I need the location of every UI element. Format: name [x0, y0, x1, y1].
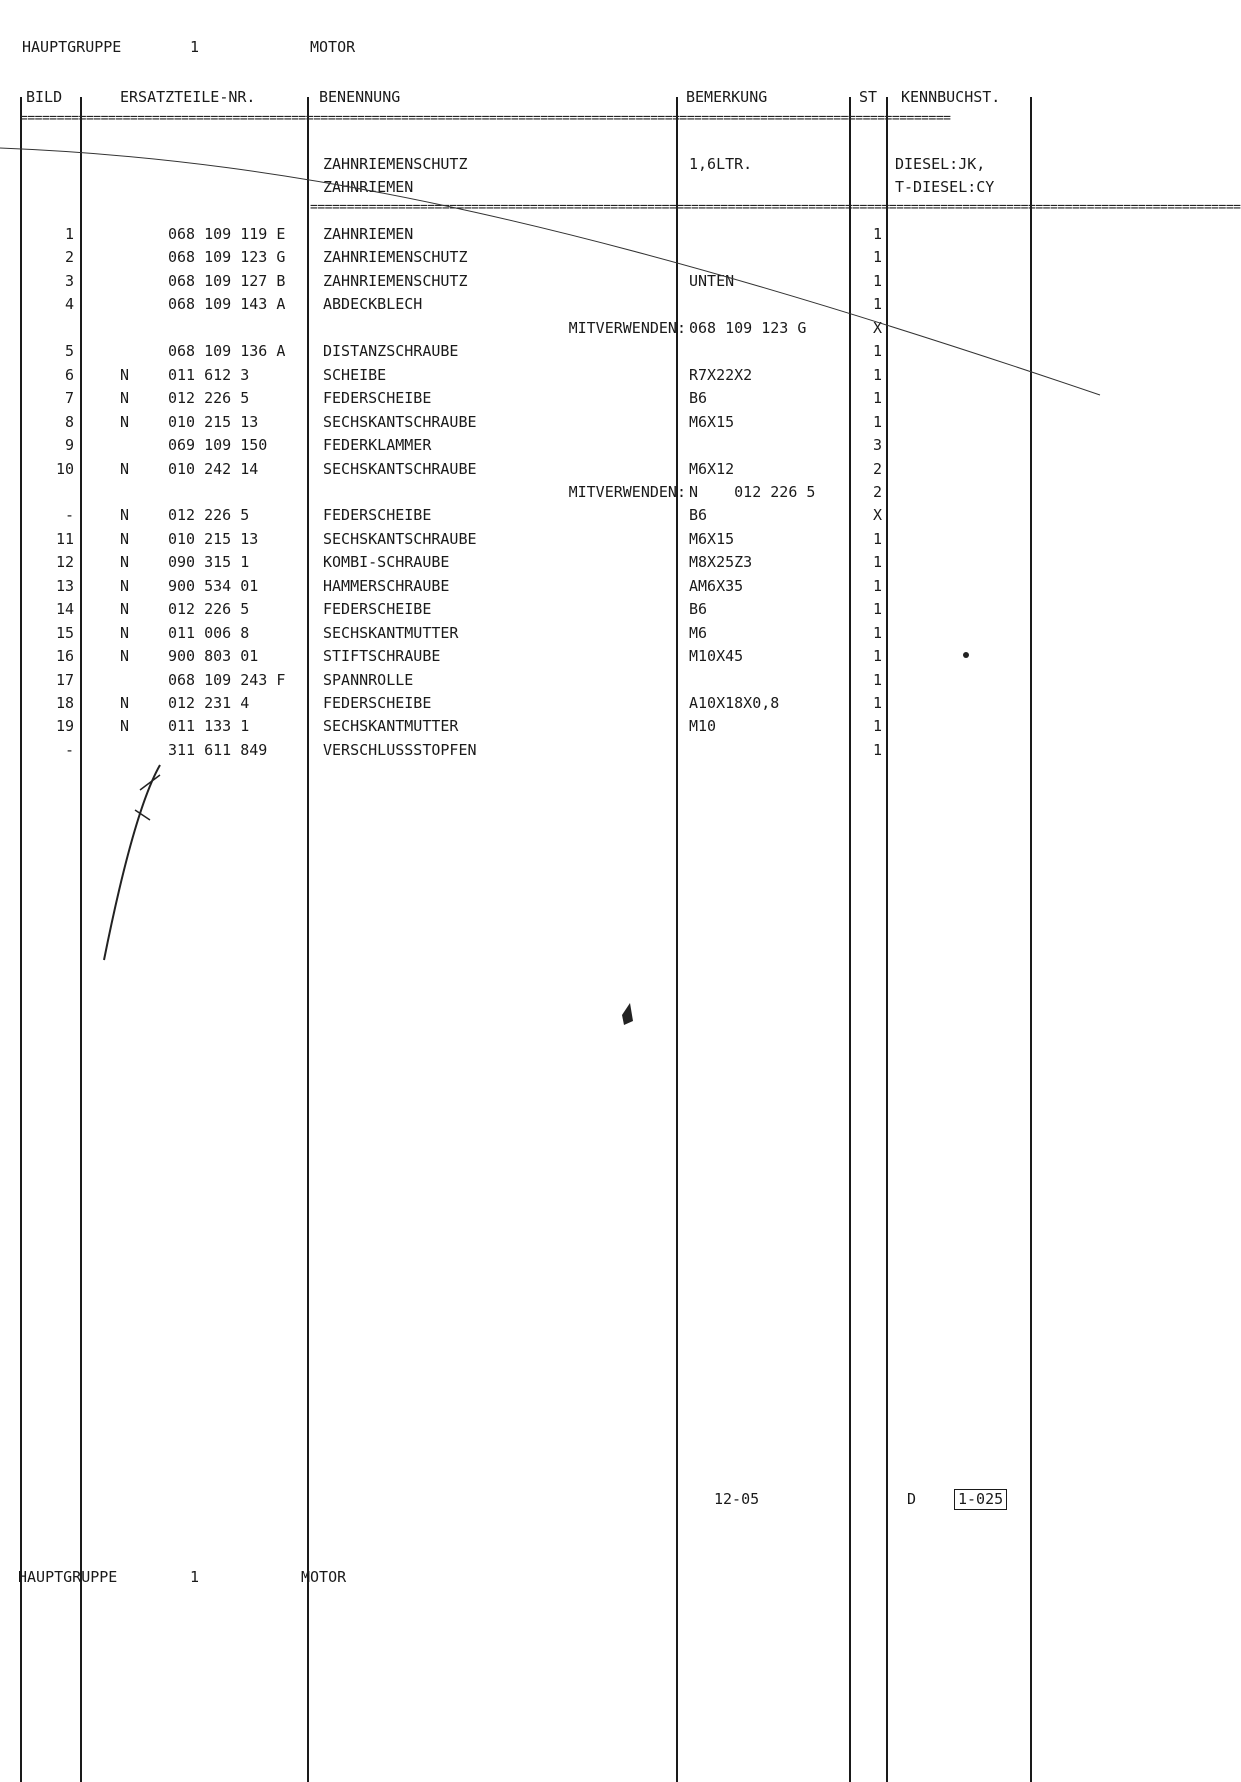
- row-part-no: 068 109 243 F: [168, 670, 286, 689]
- row-remark: N 012 226 5: [689, 482, 816, 501]
- row-name: SECHSKANTMUTTER: [323, 717, 459, 736]
- row-bild: 9: [64, 436, 74, 455]
- row-qty: 1: [873, 389, 883, 408]
- row-name: SECHSKANTMUTTER: [323, 623, 459, 642]
- row-part-no: 011 133 1: [168, 717, 250, 736]
- table-row: [0, 482, 1121, 508]
- section-title-2: ZAHNRIEMEN: [323, 178, 414, 196]
- row-part-no: 012 231 4: [168, 694, 250, 712]
- table-row: [0, 719, 1121, 742]
- row-bild: 18: [55, 694, 74, 712]
- row-n-prefix: N: [120, 389, 130, 408]
- table-row: [0, 696, 1121, 719]
- row-bild: 5: [64, 342, 74, 361]
- col-remark: BEMERKUNG: [686, 88, 768, 106]
- row-n-prefix: N: [120, 694, 130, 712]
- table-row: [0, 529, 1121, 555]
- row-bild: 4: [64, 295, 74, 314]
- row-name: FEDERSCHEIBE: [323, 694, 432, 712]
- row-qty: 1: [873, 342, 883, 361]
- group-name: MOTOR: [310, 38, 356, 56]
- row-part-no: 011 612 3: [168, 365, 250, 384]
- table-row: [0, 297, 1121, 320]
- table-row: [0, 576, 1121, 602]
- row-name: FEDERSCHEIBE: [323, 389, 432, 408]
- row-name: FEDERSCHEIBE: [323, 506, 432, 525]
- row-remark: AM6X35: [689, 576, 744, 595]
- row-bild: -: [64, 506, 74, 525]
- row-remark: M6X12: [689, 459, 735, 478]
- row-bild: 3: [64, 271, 74, 290]
- row-remark: A10X18X0,8: [689, 694, 780, 712]
- row-bild: 1: [64, 225, 74, 243]
- row-bild: 7: [64, 389, 74, 408]
- row-part-no: 069 109 150: [168, 436, 268, 455]
- row-part-no: 068 109 123 G: [168, 248, 286, 267]
- row-name: KOMBI-SCHRAUBE: [323, 553, 450, 572]
- row-part-no: 068 109 143 A: [168, 295, 286, 314]
- row-qty: 1: [873, 717, 883, 736]
- row-name: ZAHNRIEMENSCHUTZ: [323, 271, 468, 290]
- row-bild: 16: [55, 647, 74, 666]
- row-bild: 19: [55, 717, 74, 736]
- footer-page-ref: 1-025: [954, 1489, 1007, 1510]
- bottom-group-name: MOTOR: [301, 1568, 347, 1586]
- row-name: SECHSKANTSCHRAUBE: [323, 412, 477, 431]
- row-n-prefix: N: [120, 623, 130, 642]
- row-qty: 1: [873, 553, 883, 572]
- row-name: VERSCHLUSSSTOPFEN: [323, 740, 477, 759]
- row-bild: 17: [55, 670, 74, 689]
- col-qty: ST: [859, 88, 878, 106]
- bottom-group-number: 1: [190, 1568, 200, 1586]
- row-part-no: 090 315 1: [168, 553, 250, 572]
- row-remark: M6X15: [689, 412, 735, 431]
- row-qty: 1: [873, 600, 883, 619]
- row-part-no: 012 226 5: [168, 600, 250, 619]
- row-n-prefix: N: [120, 365, 130, 384]
- col-code: KENNBUCHST.: [901, 88, 1001, 106]
- row-qty: 1: [873, 694, 883, 712]
- row-bild: 2: [64, 248, 74, 267]
- table-row: [0, 438, 1121, 461]
- row-bild: 14: [55, 600, 74, 619]
- row-name: SECHSKANTSCHRAUBE: [323, 459, 477, 478]
- table-row: [0, 649, 1121, 672]
- row-remark: R7X22X2: [689, 365, 753, 384]
- table-row: [0, 459, 1121, 485]
- row-part-no: 010 242 14: [168, 459, 259, 478]
- row-name: HAMMERSCHRAUBE: [323, 576, 450, 595]
- row-part-no: 900 803 01: [168, 647, 259, 666]
- row-qty: 1: [873, 365, 883, 384]
- row-n-prefix: N: [120, 506, 130, 525]
- row-name: STIFTSCHRAUBE: [323, 647, 441, 666]
- row-part-no: 068 109 127 B: [168, 271, 286, 290]
- row-name: SECHSKANTSCHRAUBE: [323, 529, 477, 548]
- row-remark: B6: [689, 506, 708, 525]
- row-qty: 1: [873, 670, 883, 689]
- footer-letter: D: [907, 1490, 917, 1508]
- row-bild: 11: [55, 529, 74, 548]
- row-n-prefix: N: [120, 529, 130, 548]
- row-qty: 1: [873, 225, 883, 243]
- table-row: [0, 271, 1121, 297]
- footer-date: 12-05: [714, 1490, 760, 1508]
- row-name: FEDERKLAMMER: [323, 436, 432, 455]
- row-n-prefix: N: [120, 600, 130, 619]
- table-row: [0, 344, 1121, 367]
- row-remark: B6: [689, 600, 708, 619]
- row-part-no: 900 534 01: [168, 576, 259, 595]
- row-remark: M8X25Z3: [689, 553, 753, 572]
- row-mitverwenden: MITVERWENDEN:: [568, 482, 686, 501]
- row-part-no: 011 006 8: [168, 623, 250, 642]
- row-n-prefix: N: [120, 459, 130, 478]
- row-part-no: 012 226 5: [168, 506, 250, 525]
- bottom-group-label: HAUPTGRUPPE: [18, 1568, 118, 1586]
- row-qty: 2: [873, 482, 883, 501]
- row-part-no: 311 611 849: [168, 740, 268, 759]
- row-bild: 15: [55, 623, 74, 642]
- table-row: [0, 670, 1121, 696]
- row-part-no: 068 109 136 A: [168, 342, 286, 361]
- section-code-1: DIESEL:JK,: [895, 155, 986, 173]
- separator-section: ===============================================================================================================================: [310, 200, 1241, 215]
- pen-mark-branch: [135, 775, 160, 820]
- row-qty: 1: [873, 647, 883, 666]
- row-qty: X: [873, 506, 883, 525]
- row-qty: 2: [873, 459, 883, 478]
- row-name: SPANNROLLE: [323, 670, 414, 689]
- row-n-prefix: N: [120, 647, 130, 666]
- row-name: DISTANZSCHRAUBE: [323, 342, 459, 361]
- table-row: [0, 412, 1121, 438]
- group-number: 1: [190, 38, 200, 56]
- row-n-prefix: N: [120, 717, 130, 736]
- row-name: ZAHNRIEMENSCHUTZ: [323, 248, 468, 267]
- row-part-no: 010 215 13: [168, 529, 259, 548]
- row-remark: 068 109 123 G: [689, 318, 807, 337]
- table-row: [0, 555, 1121, 578]
- row-qty: X: [873, 318, 883, 337]
- row-part-no: 010 215 13: [168, 412, 259, 431]
- row-n-prefix: N: [120, 553, 130, 572]
- row-qty: 3: [873, 436, 883, 455]
- row-qty: 1: [873, 623, 883, 642]
- row-qty: 1: [873, 529, 883, 548]
- row-name: ABDECKBLECH: [323, 295, 423, 314]
- row-bild: -: [64, 740, 74, 759]
- row-bild: 13: [55, 576, 74, 595]
- table-row: [0, 391, 1121, 414]
- row-remark: B6: [689, 389, 708, 408]
- row-mitverwenden: MITVERWENDEN:: [568, 318, 686, 337]
- row-remark: M10: [689, 717, 717, 736]
- row-qty: 1: [873, 248, 883, 267]
- row-name: ZAHNRIEMEN: [323, 225, 414, 243]
- row-qty: 1: [873, 740, 883, 759]
- row-n-prefix: N: [120, 576, 130, 595]
- table-row: [0, 602, 1121, 625]
- section-remark: 1,6LTR.: [689, 155, 753, 173]
- row-remark: M6: [689, 623, 708, 642]
- table-row: [0, 227, 1121, 250]
- row-remark: M10X45: [689, 647, 744, 666]
- table-row: [0, 365, 1121, 391]
- section-title-1: ZAHNRIEMENSCHUTZ: [323, 155, 468, 173]
- row-name: SCHEIBE: [323, 365, 387, 384]
- ink-smudge: [622, 1003, 633, 1025]
- col-name: BENENNUNG: [319, 88, 401, 106]
- row-qty: 1: [873, 271, 883, 290]
- row-remark: UNTEN: [689, 271, 735, 290]
- table-row: [0, 318, 1121, 344]
- row-qty: 1: [873, 412, 883, 431]
- row-name: FEDERSCHEIBE: [323, 600, 432, 619]
- row-qty: 1: [873, 576, 883, 595]
- table-row: [0, 740, 1121, 766]
- row-bild: 12: [55, 553, 74, 572]
- group-label: HAUPTGRUPPE: [22, 38, 122, 56]
- separator-top: ===============================================================================================================================: [20, 111, 951, 126]
- row-part-no: 012 226 5: [168, 389, 250, 408]
- row-part-no: 068 109 119 E: [168, 225, 286, 243]
- col-part-no: ERSATZTEILE-NR.: [120, 88, 256, 106]
- row-bild: 8: [64, 412, 74, 431]
- table-row: [0, 250, 1121, 273]
- row-bild: 6: [64, 365, 74, 384]
- pen-mark: [104, 765, 160, 960]
- table-row: [0, 508, 1121, 531]
- row-remark: M6X15: [689, 529, 735, 548]
- col-bild: BILD: [26, 88, 63, 106]
- row-qty: 1: [873, 295, 883, 314]
- table-row: [0, 623, 1121, 649]
- row-bild: 10: [55, 459, 74, 478]
- row-n-prefix: N: [120, 412, 130, 431]
- section-code-2: T-DIESEL:CY: [895, 178, 995, 196]
